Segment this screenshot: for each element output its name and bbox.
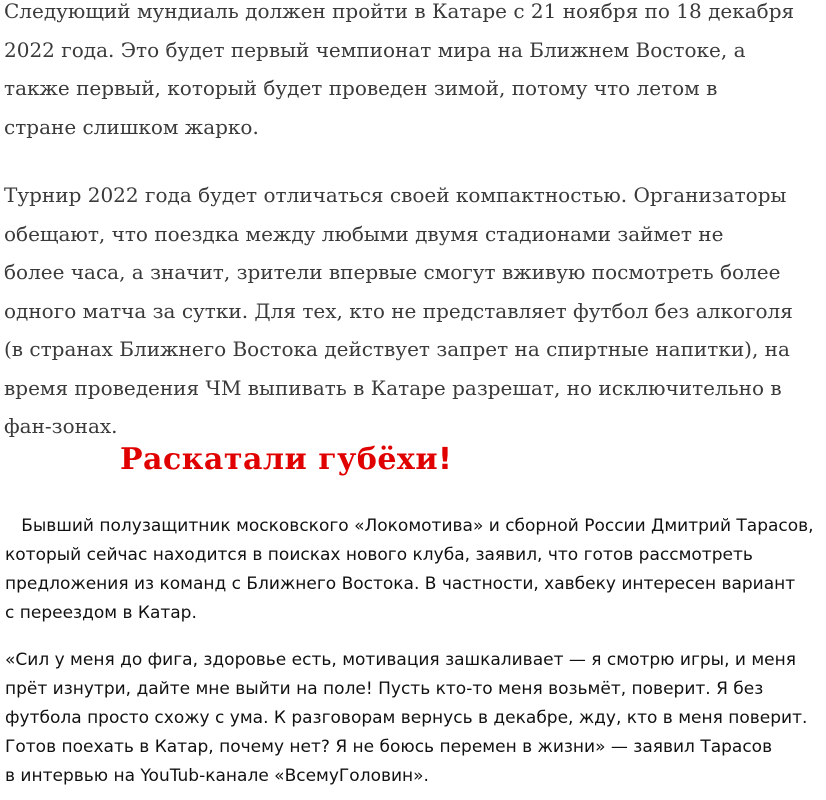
headline-exclamation: !: [438, 442, 453, 477]
paragraph-tarasov-quote: [5, 646, 825, 791]
text-line: в интервью на YouTub-канале «ВсемуГоловин».: [5, 766, 429, 786]
text-line: футбола просто схожу с ума. К разговорам вернусь в декабре, жду, кто в меня поверит.: [5, 708, 808, 728]
text-line: (в странах Ближнего Востока действует запрет на спиртные напитки), на: [4, 337, 790, 361]
text-line: Готов поехать в Катар, почему нет? Я не боюсь перемен в жизни» — заявил Тарасов: [5, 737, 773, 757]
text-line: который сейчас находится в поисках нового клуба, заявил, что готов рассмотреть: [5, 545, 753, 565]
text-line: с переездом в Катар.: [5, 603, 197, 623]
text-line: прёт изнутри, дайте мне выйти на поле! Пусть кто-то меня возьмёт, поверит. Я без: [5, 679, 764, 699]
text-line: Бывший полузащитник московского «Локомотива» и сборной России Дмитрий Тарасов,: [5, 516, 814, 536]
text-line: одного матча за сутки. Для тех, кто не представляет футбол без алкоголя: [4, 298, 793, 323]
text-line: время проведения ЧМ выпивать в Катаре разрешат, но исключительно в: [4, 375, 782, 400]
headline-text: Раскатали губёхи: [120, 442, 439, 477]
paragraph-tarasov-intro: [5, 512, 825, 628]
text-line: обещают, что поездка между любыми двумя стадионами займет не: [4, 221, 724, 246]
text-line: Следующий мундиаль должен пройти в Катаре с 21 ноября по 18 декабря: [4, 0, 795, 23]
text-line: 2022 года. Это будет первый чемпионат мира на Ближнем Востоке, а: [4, 37, 746, 62]
text-line: предложения из команд с Ближнего Востока. В частности, хавбеку интересен вариант: [5, 574, 796, 594]
text-line: Турнир 2022 года будет отличаться своей компактностью. Организаторы: [4, 183, 787, 207]
text-line: стране слишком жарко.: [4, 114, 259, 139]
text-line: более часа, а значит, зрители впервые смогут вживую посмотреть более: [4, 260, 781, 284]
paragraph-tournament-compactness: [4, 176, 793, 446]
text-line: «Сил у меня до фига, здоровье есть, мотивация зашкаливает — я смотрю игры, и меня: [5, 650, 796, 670]
headline: [120, 440, 452, 480]
paragraph-world-cup-dates: [4, 0, 794, 146]
text-line: также первый, который будет проведен зимой, потому что летом в: [4, 76, 718, 100]
text-line: фан-зонах.: [4, 414, 118, 438]
